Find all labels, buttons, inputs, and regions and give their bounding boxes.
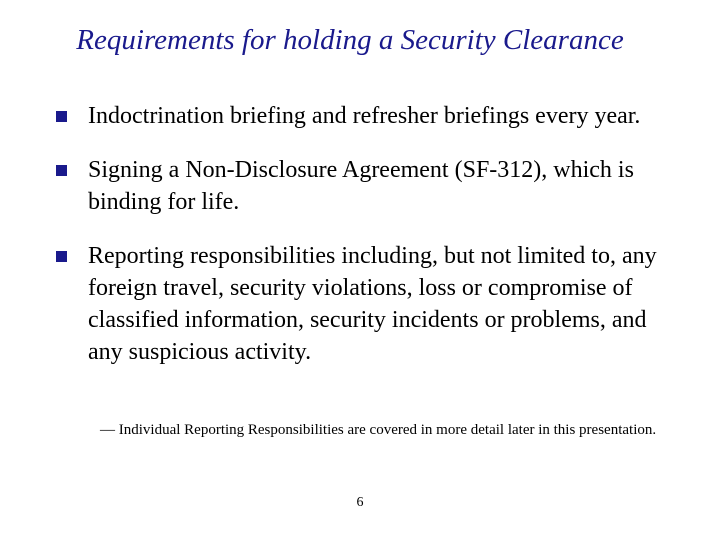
slide-title: Requirements for holding a Security Clearance <box>76 24 624 56</box>
bullet-item <box>56 240 686 368</box>
bullet-text: Reporting responsibilities including, but not limited to, any foreign travel, security violations, loss or compromise of classified information, security incidents or problems, and any suspicious activity. <box>88 243 657 365</box>
square-bullet-icon <box>56 111 67 122</box>
bullet-item <box>56 154 686 218</box>
bullet-list <box>56 100 686 390</box>
square-bullet-icon <box>56 251 67 262</box>
bullet-text: Indoctrination briefing and refresher briefings every year. <box>88 103 641 129</box>
bullet-item <box>56 100 686 132</box>
bullet-text: Signing a Non-Disclosure Agreement (SF-312), which is binding for life. <box>88 157 634 215</box>
footnote: — Individual Reporting Responsibilities are covered in more detail later in this presentation. <box>100 422 657 438</box>
square-bullet-icon <box>56 165 67 176</box>
page-number: 6 <box>356 495 364 510</box>
